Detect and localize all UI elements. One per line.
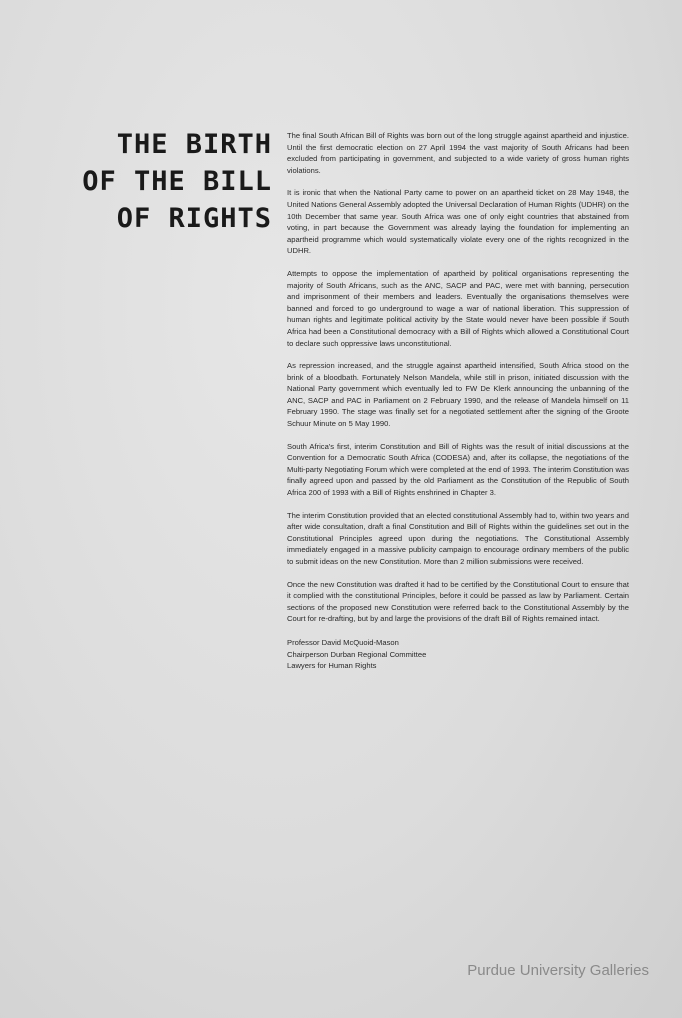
poster-body-text	[287, 130, 629, 672]
paragraph-1: The final South African Bill of Rights was born out of the long struggle against apartheid and injustice. Until the first democratic election on 27 April 1994 the vast majority of South Africans had been excluded from participating in government, and subjected to a wide variety of gross human rights violations.	[287, 131, 629, 175]
signature-name: Professor David McQuoid-Mason	[287, 637, 399, 647]
title-line-2: OF THE BILL	[82, 166, 272, 197]
signature-block	[287, 637, 629, 672]
paragraph-4: As repression increased, and the struggle against apartheid intensified, South Africa stood on the brink of a bloodbath. Fortunately Nelson Mandela, while still in prison, initiated discussion with the National Party government which eventually led to FW De Klerk announcing the unbanning of the ANC, SACP and PAC in Parliament on 2 February 1990, and the release of Mandela himself on 11 February 1990. The stage was finally set for a negotiated settlement after the signing of the Groote Schuur Minute on 5 May 1990.	[287, 361, 629, 429]
paragraph-2: It is ironic that when the National Party came to power on an apartheid ticket on 28 May 1948, the United Nations General Assembly adopted the Universal Declaration of Human Rights (UDHR) on the 10th December that same year. South Africa was one of only eight countries that abstained from voting, in part because the Government was already laying the foundation for implementing an apartheid programme which would systematically violate every one of the rights recognized in the UDHR.	[287, 188, 629, 256]
poster-title	[40, 126, 272, 237]
title-line-1: THE BIRTH	[116, 129, 272, 160]
signature-organization: Lawyers for Human Rights	[287, 661, 377, 671]
title-line-3: OF RIGHTS	[116, 203, 272, 234]
paragraph-3: Attempts to oppose the implementation of apartheid by political organisations representing the majority of South Africans, such as the ANC, SACP and PAC, were met with banning, persecution and imprisonment of their members and leaders. Eventually the organisations themselves were banned and forced to go underground to wage a war of national liberation. This suppression of human rights and legitimate political activity by the State would never have been possible if South Africa had been a Constitutional democracy with a Bill of Rights which allowed a Constitutional Court to declare such oppressive laws unconstitutional.	[287, 268, 629, 348]
paragraph-7: Once the new Constitution was drafted it had to be certified by the Constitutional Court to ensure that it complied with the constitutional Principles, before it could be passed as law by Parliament. Certain sections of the proposed new Constitution were referred back to the Constitutional Assembly by the Court for re-drafting, but by and large the provisions of the draft Bill of Rights remained intact.	[287, 579, 629, 624]
gallery-watermark: Purdue University Galleries	[467, 962, 649, 979]
signature-position: Chairperson Durban Regional Committee	[287, 649, 427, 659]
paragraph-5: South Africa's first, interim Constitution and Bill of Rights was the result of initial discussions at the Convention for a Democratic South Africa (CODESA) and, after its collapse, the negotiations of the Multi-party Negotiating Forum which were completed at the end of 1993. The interim Constitution was finally agreed upon and passed by the old Parliament as the Constitution of the Republic of South Africa 200 of 1993 with a Bill of Rights enshrined in Chapter 3.	[287, 441, 629, 498]
paragraph-6: The interim Constitution provided that an elected constitutional Assembly had to, within two years and after wide consultation, draft a final Constitution and Bill of Rights within the guidelines set out in the Constitutional Principles agreed upon during the negotiations. The Constitutional Assembly immediately engaged in a massive publicity campaign to encourage ordinary members of the public to submit ideas on the new Constitution. More than 2 million submissions were received.	[287, 510, 629, 566]
